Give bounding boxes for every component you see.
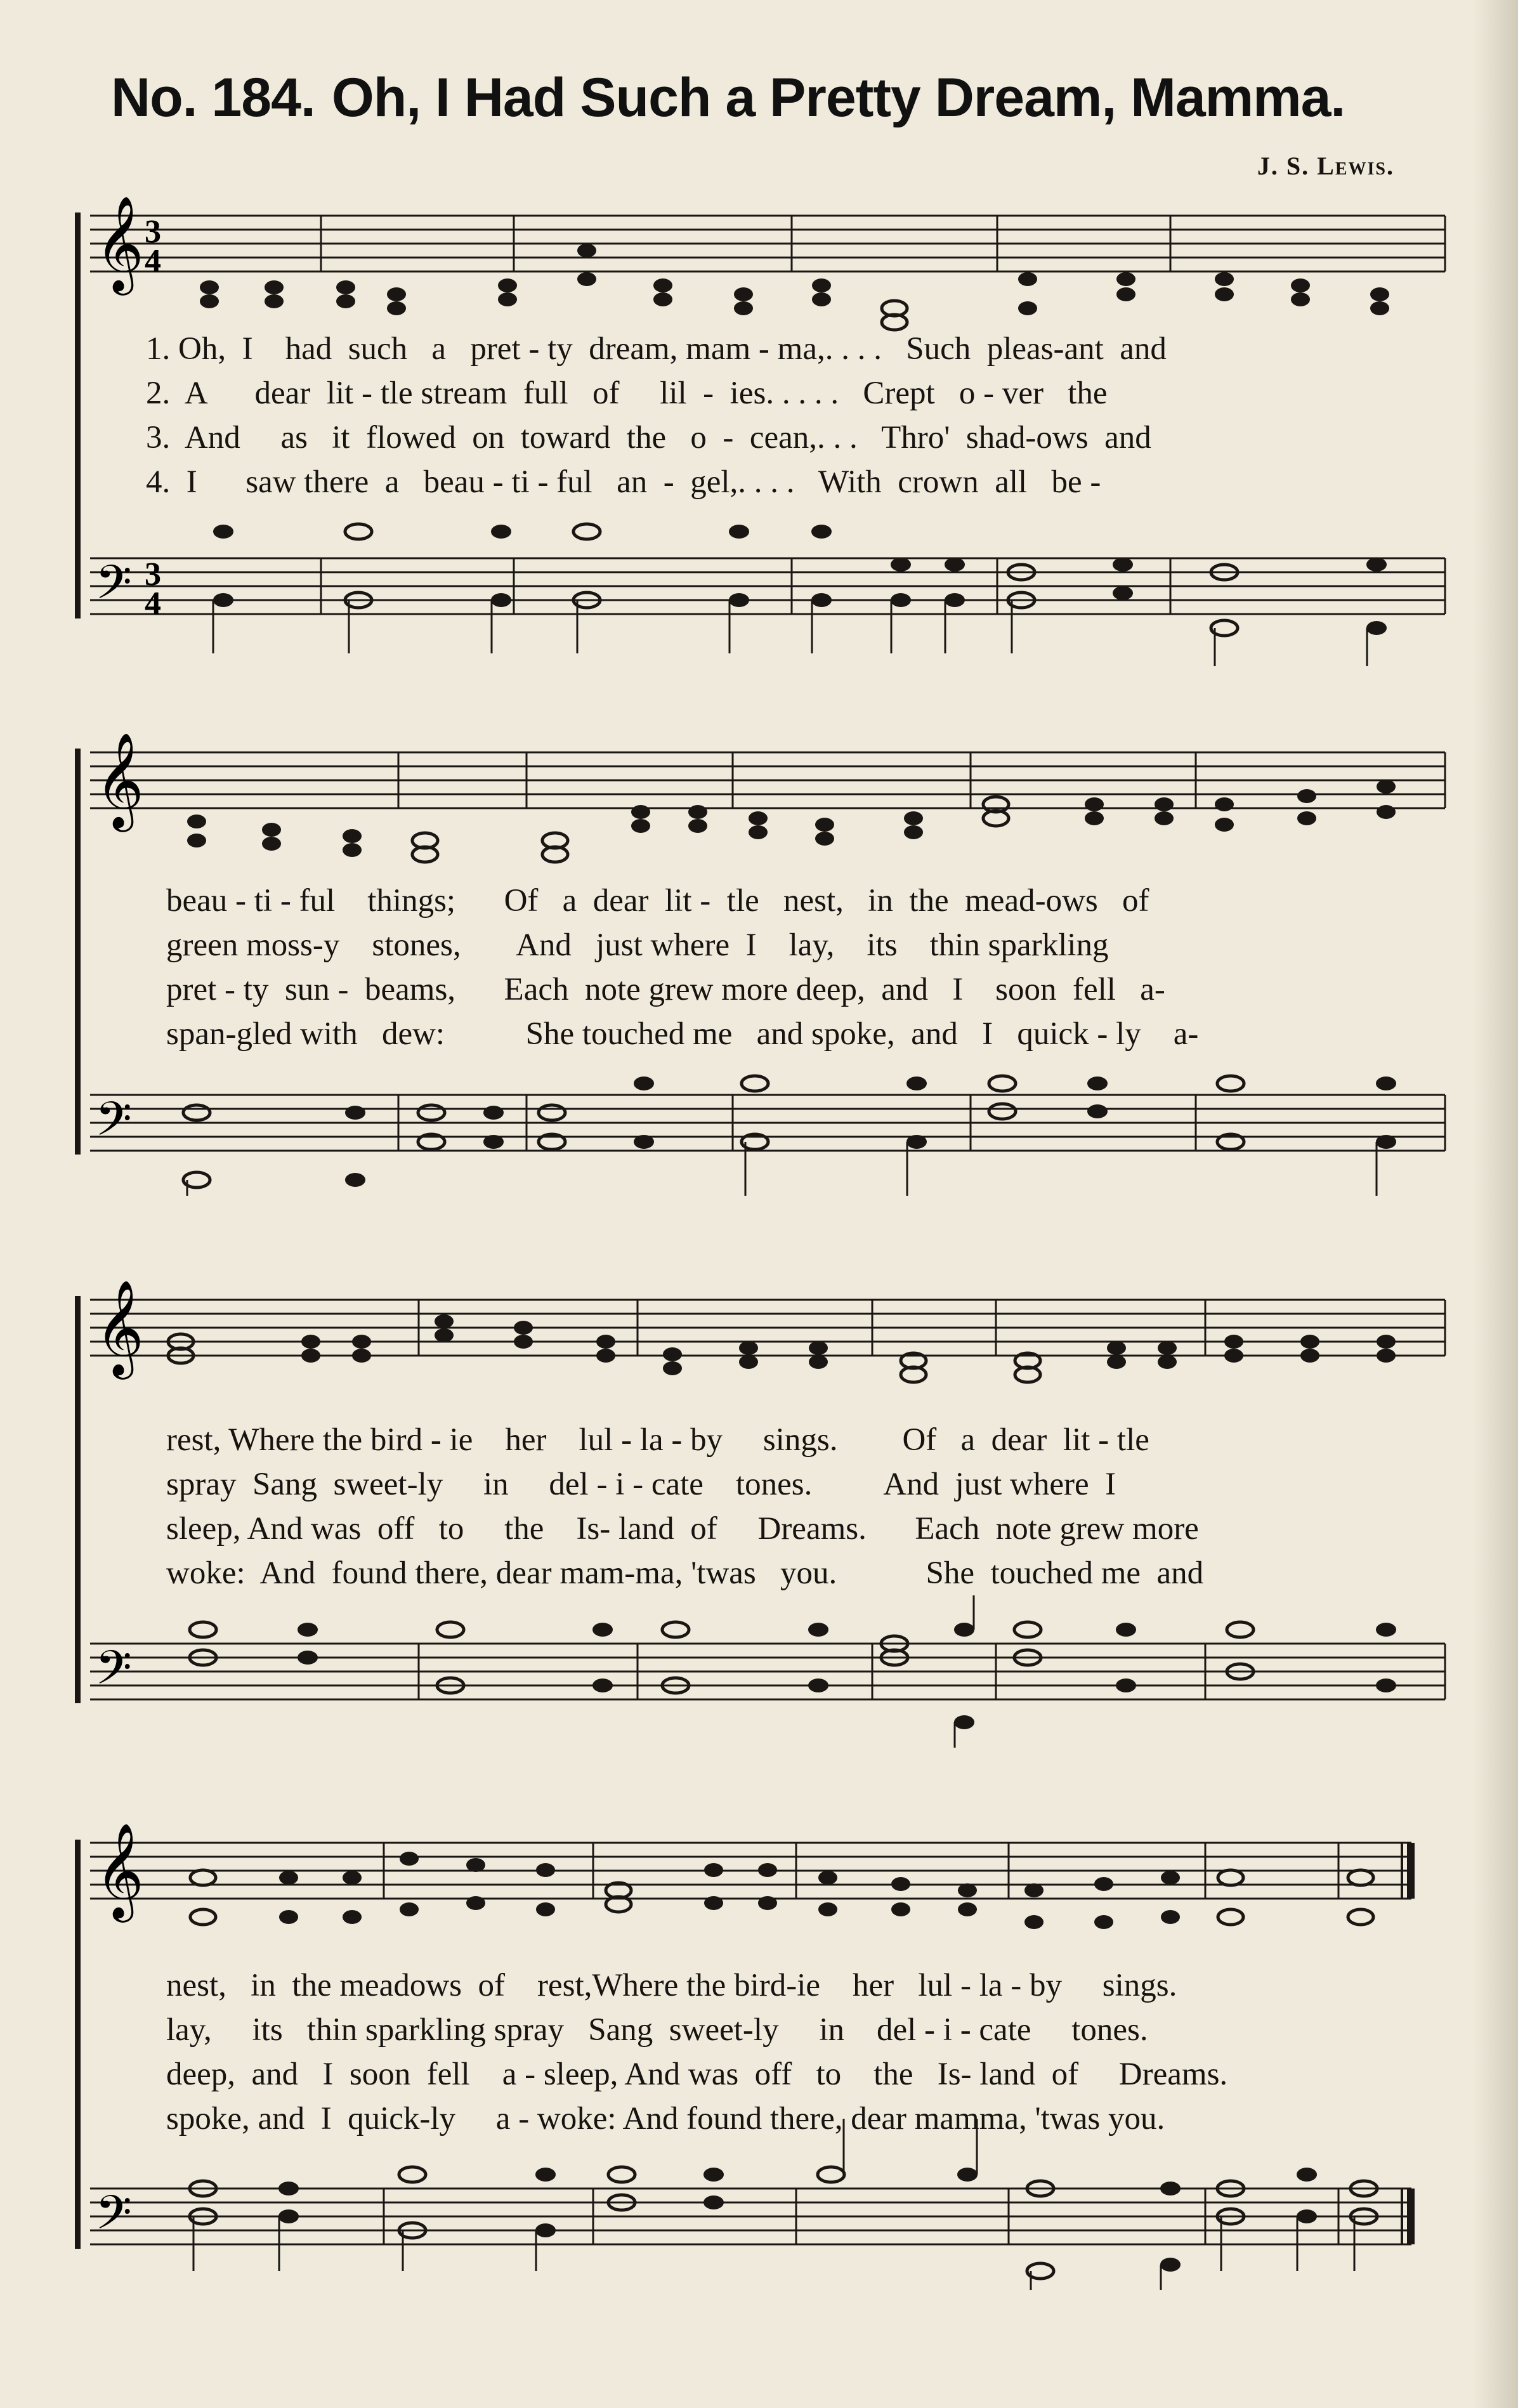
treble-staff-4 (90, 1843, 1411, 1899)
system-brace-bar (75, 213, 81, 618)
bass-staff-1 (90, 558, 1445, 614)
bass-notes-4 (278, 2168, 1317, 2272)
bass-stems-1 (213, 600, 1367, 666)
composer-credit: J. S. Lewis. (1257, 152, 1394, 180)
system-brace-bar (75, 749, 81, 1155)
bass-clef-icon: 𝄢 (95, 555, 132, 622)
lyric-verse-2: lay, its thin sparkling spray Sang sweet-ly in del - i - cate tones. (166, 2012, 1148, 2048)
lyric-verse-4: span-gled with dew: She touched me and spoke, and I quick - ly a- (166, 1016, 1199, 1052)
bass-half-notes-2 (183, 1076, 1244, 1188)
treble-staff-3 (90, 1300, 1445, 1356)
lyrics-block-3 (166, 1418, 1448, 1595)
time-sig-top-bass: 3 (145, 556, 161, 592)
treble-notes-1 (200, 244, 1389, 315)
treble-clef-icon: 𝄞 (95, 731, 144, 828)
lyric-verse-1: beau - ti - ful things; Of a dear lit - tle nest, in the mead-ows of (166, 883, 1149, 919)
treble-notes-3 (301, 1314, 1396, 1375)
time-sig-bottom-treble: 4 (145, 243, 161, 279)
lyric-verse-4: 4. I saw there a beau - ti - ful an - gel,. . . . With crown all be - (146, 464, 1101, 500)
bass-clef-icon: 𝄢 (95, 1640, 132, 1707)
treble-clef-icon: 𝄞 (95, 195, 144, 291)
lyric-verse-1: rest, Where the bird - ie her lul - la - by sings. Of a dear lit - tle (166, 1422, 1149, 1458)
time-sig-bottom-bass: 4 (145, 586, 161, 622)
treble-staff-1 (90, 216, 1445, 272)
bass-staff-3 (90, 1644, 1445, 1699)
bass-notes-1 (213, 525, 1387, 635)
system-brace-bar (75, 1840, 81, 2249)
treble-notes-4 (279, 1852, 1180, 1929)
lyric-verse-4: woke: And found there, dear mam-ma, 'twas you. She touched me and (166, 1555, 1204, 1591)
lyric-verse-3: 3. And as it flowed on toward the o - cean,. . . Thro' shad-ows and (146, 420, 1151, 455)
lyric-verse-1: nest, in the meadows of rest,Where the bird-ie her lul - la - by sings. (166, 1968, 1177, 2003)
bass-notes-2 (345, 1076, 1396, 1187)
lyric-verse-1: 1. Oh, I had such a pret - ty dream, mam - ma,. . . . Such pleas-ant and (146, 331, 1167, 367)
treble-clef-icon: 𝄞 (95, 1822, 144, 1918)
lyric-verse-3: deep, and I soon fell a - sleep, And was off to the Is- land of Dreams. (166, 2057, 1228, 2092)
treble-half-notes-1 (882, 301, 907, 330)
music-system-2 (0, 723, 1518, 1205)
lyric-verse-3: sleep, And was off to the Is- land of Dreams. Each note grew more (166, 1511, 1199, 1547)
lyric-verse-2: 2. A dear lit - tle stream full of lil - ies. . . . . Crept o - ver the (146, 376, 1108, 411)
hymn-number: No. 184. (111, 67, 315, 128)
treble-notes-2 (187, 780, 1396, 857)
system-brace-bar (75, 1296, 81, 1703)
bass-half-notes-4 (190, 2167, 1377, 2279)
music-system-4 (0, 1808, 1518, 2290)
lyrics-block-4 (166, 1963, 1448, 2141)
music-system-3 (0, 1266, 1518, 1748)
hymn-title-text: Oh, I Had Such a Pretty Dream, Mamma. (331, 67, 1345, 128)
lyric-verse-2: spray Sang sweet-ly in del - i - cate tones. And just where I (166, 1467, 1116, 1502)
lyric-verse-2: green moss-y stones, And just where I lay, its thin sparkling (166, 927, 1109, 963)
music-system-1 (0, 184, 1518, 666)
treble-half-notes-4 (190, 1870, 1373, 1925)
lyric-verse-3: pret - ty sun - beams, Each note grew more deep, and I soon fell a- (166, 972, 1165, 1007)
bass-clef-icon: 𝄢 (95, 2185, 132, 2252)
hymn-title (111, 67, 1345, 129)
bass-clef-icon: 𝄢 (95, 1092, 132, 1158)
lyric-verse-4: spoke, and I quick-ly a - woke: And found there, dear mamma, 'twas you. (166, 2101, 1165, 2136)
lyrics-block-1 (146, 327, 1427, 504)
time-sig-top-treble: 3 (145, 214, 161, 250)
lyrics-block-2 (166, 879, 1448, 1056)
treble-clef-icon: 𝄞 (95, 1279, 144, 1375)
treble-staff-2 (90, 752, 1445, 808)
